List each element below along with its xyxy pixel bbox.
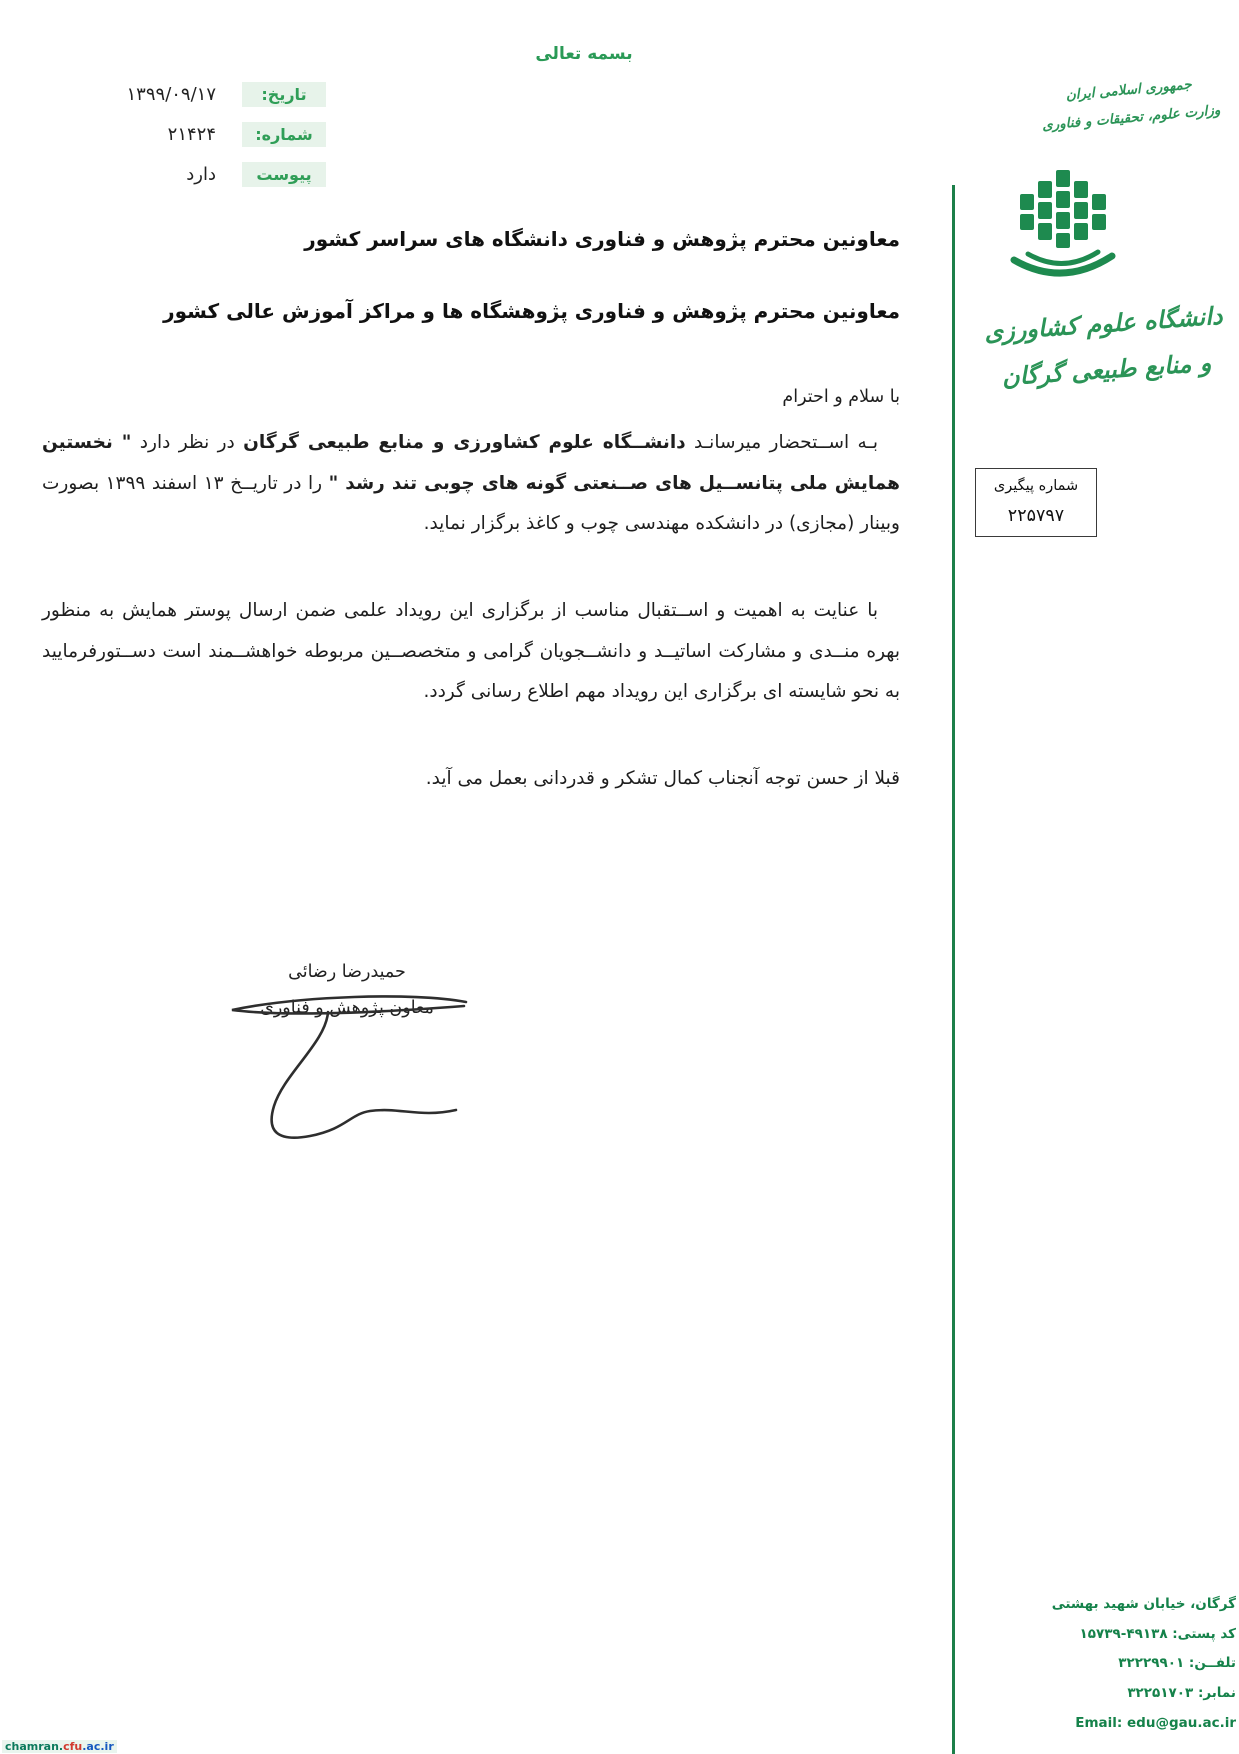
footer-address: گرگان، خیابان شهید بهشتی xyxy=(1051,1596,1236,1612)
gov-line-2: وزارت علوم، تحقیقات و فناوری xyxy=(1041,102,1221,135)
phone-value: ۳۲۲۲۹۹۰۱ xyxy=(1118,1655,1185,1672)
number-row xyxy=(34,122,326,147)
p1-conference-title: " نخستین همایش ملی پتانســیل های صــنعتی گونه های چوبی تند رشد " xyxy=(42,432,901,494)
signer-name: حمیدرضا رضائی xyxy=(288,962,406,982)
tracking-number-box xyxy=(975,468,1097,537)
footer-fax xyxy=(1006,1679,1236,1709)
footer-phone xyxy=(1006,1649,1236,1679)
paragraph-thanks: قبلا از حسن توجه آنجناب کمال تشکر و قدردانی بعمل می آید. xyxy=(425,768,900,790)
postal-value: ۴۹۱۳۸-۱۵۷۳۹ xyxy=(1079,1625,1168,1642)
paragraph-request: با عنایت به اهمیت و اســتقبال مناسب از برگزاری این رویداد علمی ضمن ارسال پوستر همایش به منظور بهره منــدی و مشارکت اساتیــد و دانشــجویان گرامی و متخصصــین مربوطه خواهشــمند است دســتورفرمایید به نحو شایسته ای برگزاری این رویداد مهم اطلاع رسانی گردد. xyxy=(42,600,900,703)
footer-email xyxy=(1006,1709,1236,1739)
date-row xyxy=(34,82,326,107)
email-label: Email: xyxy=(1075,1714,1123,1731)
watermark-link[interactable] xyxy=(2,1740,117,1753)
tracking-number: ۲۲۵۷۹۷ xyxy=(1007,506,1065,526)
fax-value: ۳۲۲۵۱۷۰۳ xyxy=(1127,1685,1194,1702)
footer-postal-code xyxy=(1006,1620,1236,1650)
attachment-row xyxy=(34,162,326,187)
watermark-part-1: chamran xyxy=(5,1740,59,1753)
signature-block xyxy=(222,962,472,1018)
fax-label: نمابر: xyxy=(1197,1685,1236,1702)
watermark-part-2: cfu xyxy=(63,1740,83,1753)
attachment-label: پیوست xyxy=(242,162,326,187)
university-name-line-2: و منابع طبیعی گرگان xyxy=(1000,348,1213,391)
wheat-emblem-icon xyxy=(988,166,1138,296)
date-label: تاریخ: xyxy=(242,82,326,107)
p1-rest: را در تاریــخ ۱۳ اسفند ۱۳۹۹ بصورت وبینار (مجازی) در دانشکده مهندسی چوب و کاغذ برگزار نماید. xyxy=(42,472,900,535)
p1-intro: بـه اســتحضار میرسانـد xyxy=(685,432,878,453)
number-value: ۲۱۴۲۴ xyxy=(167,124,216,145)
date-value: ۱۳۹۹/۰۹/۱۷ xyxy=(126,84,216,105)
p1-mid: در نظر دارد xyxy=(131,432,244,453)
signer-title: معاون پژوهش و فناوری xyxy=(260,998,434,1018)
gov-line-1: جمهوری اسلامی ایران xyxy=(1065,76,1193,104)
addressee-line-2: معاونین محترم پژوهش و فناوری پژوهشگاه ها و مراکز آموزش عالی کشور xyxy=(163,299,900,323)
p1-university-name: دانشــگاه علوم کشاورزی و منابع طبیعی گرگان xyxy=(243,432,686,453)
watermark-part-3: .ac.ir xyxy=(82,1740,114,1753)
attachment-value: دارد xyxy=(186,164,216,185)
sidebar-divider-line xyxy=(952,185,955,1754)
paragraph-announcement xyxy=(42,423,900,545)
university-name-line-1: دانشگاه علوم کشاورزی xyxy=(983,301,1224,347)
watermark-sep: . xyxy=(58,1740,64,1753)
tracking-label: شماره پیگیری xyxy=(993,478,1079,494)
number-label: شماره: xyxy=(242,122,326,147)
phone-label: تلفــن: xyxy=(1188,1655,1236,1672)
addressee-line-1: معاونین محترم پژوهش و فناوری دانشگاه های سراسر کشور xyxy=(304,227,900,251)
university-name xyxy=(977,293,1233,401)
letter-body xyxy=(42,225,900,800)
government-header xyxy=(1028,67,1232,141)
salutation: با سلام و احترام xyxy=(782,387,900,407)
email-value: edu@gau.ac.ir xyxy=(1127,1714,1236,1731)
letter-meta-block xyxy=(34,82,326,202)
footer-contact-block xyxy=(1000,1590,1236,1738)
postal-label: کد پستی: xyxy=(1172,1625,1236,1642)
besmele-header: بسمه تعالی xyxy=(535,44,633,64)
